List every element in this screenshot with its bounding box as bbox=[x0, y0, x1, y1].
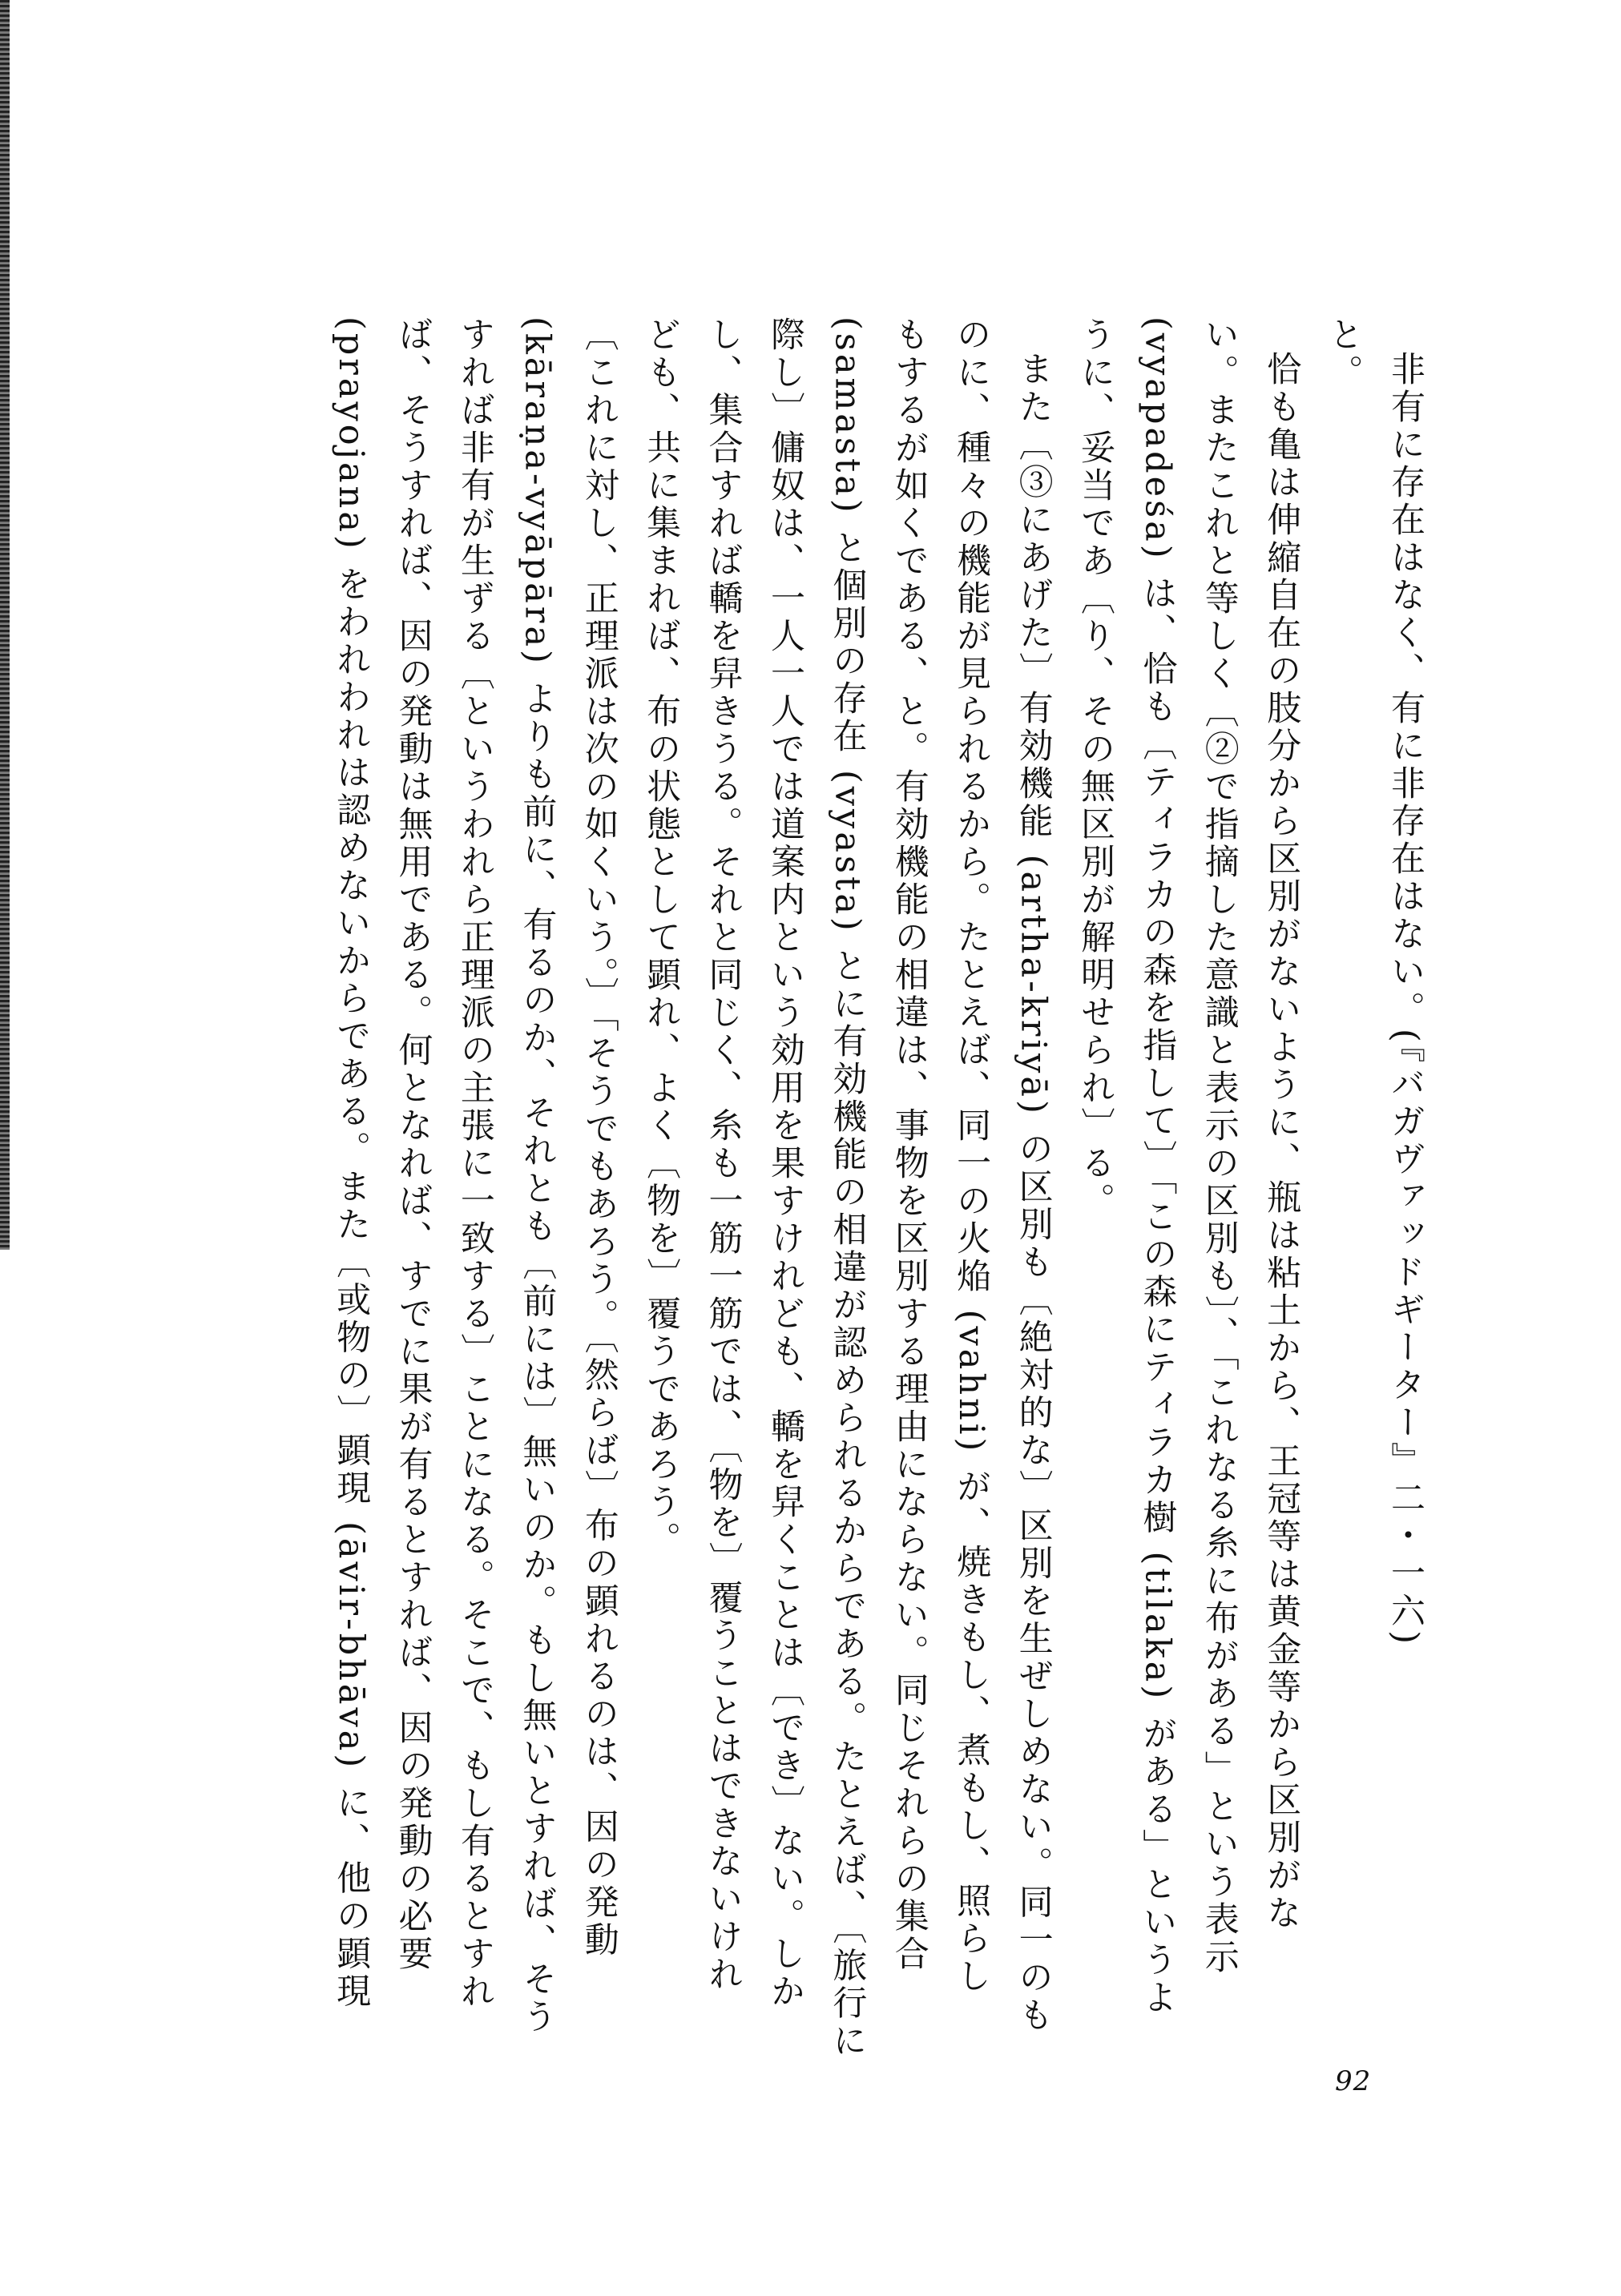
text-line: 非有に存在はなく、有に非存在はない。(『バガヴァッドギーター』二・一六) bbox=[1385, 351, 1425, 1648]
page-number: 92 bbox=[1335, 2065, 1372, 2097]
text-line: い。またこれと等しく〔②で指摘した意識と表示の区別も〕、「これなる糸に布がある」という表示 bbox=[1199, 316, 1240, 1976]
text-line: (samasta) と個別の存在 (vyasta) とに有効機能の相違が認められるからである。たとえば、〔旅行に bbox=[827, 316, 868, 2060]
text-line: (prayojana) をわれわれは認めないからである。また〔或物の〕顕現 (āvir-bhāva) に、他の顕現 bbox=[331, 316, 372, 2011]
text-line: (kāraṇa-vyāpāra) よりも前に、有るのか、それとも〔前には〕無いのか。もし無いとすれば、そう bbox=[517, 316, 558, 2036]
text-line: 際し〕傭奴は、一人一人では道案内という効用を果すけれども、轎を舁くことは〔でき〕ない。しか bbox=[764, 316, 805, 2011]
text-line: 〔これに対し、正理派は次の如くいう。〕「そうでもあろう。〔然らば〕布の顕れるのは、因の発動 bbox=[579, 316, 619, 1960]
text-line: のに、種々の機能が見られるから。たとえば、同一の火焔 (vahni) が、焼きもし、煮もし、照らし bbox=[951, 316, 992, 1996]
text-line: もするが如くである、と。有効機能の相違は、事物を区別する理由にならない。同じそれらの集合 bbox=[889, 316, 929, 1973]
text-line: と。 bbox=[1323, 316, 1364, 392]
text-line: ば、そうすれば、因の発動は無用である。何となれば、すでに果が有るとすれば、因の発動の必要 bbox=[393, 316, 433, 1973]
vertical-text-body bbox=[186, 316, 1436, 2060]
text-line: また〔③にあげた〕有効機能 (artha-kriyā) の区別も〔絶対的な〕区別を生ぜしめない。同一のも bbox=[1013, 351, 1054, 2035]
text-line: 恰も亀は伸縮自在の肢分から区別がないように、瓶は粘土から、王冠等は黄金等から区別がな bbox=[1261, 351, 1302, 1932]
text-line: し、集合すれば轎を舁きうる。それと同じく、糸も一筋一筋では、〔物を〕覆うことはできないけれ bbox=[703, 316, 744, 1994]
text-line: うに、妥当であ〔り、その無区別が解明せられ〕る。 bbox=[1075, 316, 1115, 1220]
text-line: ども、共に集まれば、布の状態として顕れ、よく〔物を〕覆うであろう。 bbox=[641, 316, 682, 1559]
text-line: すれば非有が生ずる〔というわれら正理派の主張に一致する〕ことになる。そこで、もし有るとすれ bbox=[454, 316, 495, 2011]
scanned-binding-edge bbox=[0, 0, 10, 1250]
text-line: (vyapadeśa) は、恰も〔ティラカの森を指して〕「この森にティラカ樹 (tilaka) がある」というよ bbox=[1137, 316, 1178, 2017]
